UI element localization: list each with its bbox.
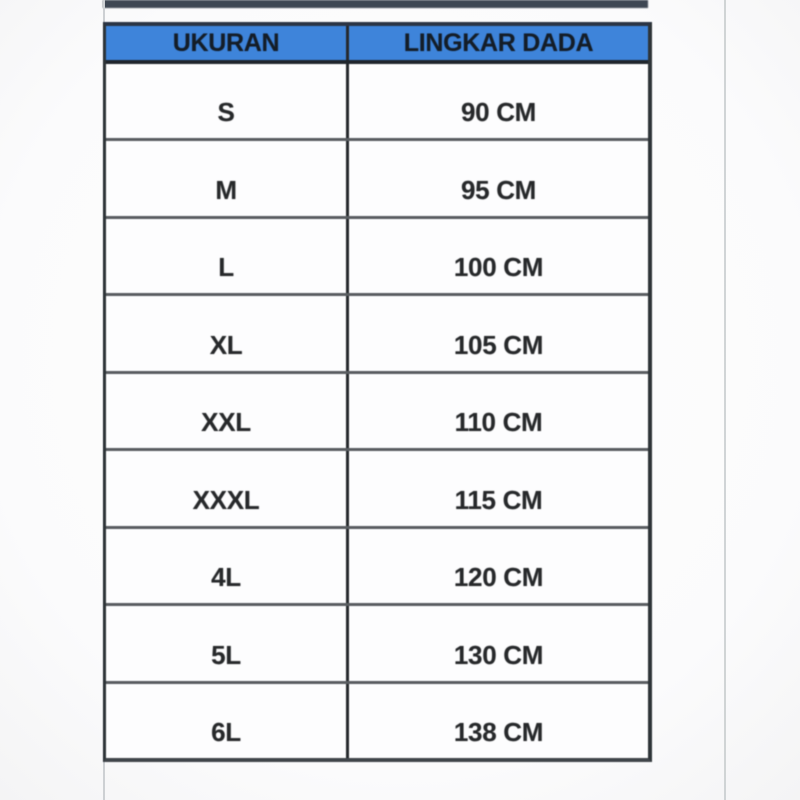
table-row: [106, 448, 648, 525]
cell-size: M: [215, 174, 237, 205]
cropped-row-remnant: [103, 0, 648, 8]
cell-chest: 130 CM: [346, 606, 648, 680]
table-row: [106, 526, 648, 603]
cell-chest: 120 CM: [346, 529, 648, 603]
cell-chest: 90 CM: [346, 64, 648, 138]
cell-chest: 95 CM: [346, 141, 648, 215]
cell-size: 6L: [211, 716, 241, 747]
cell-chest: 138 CM: [346, 684, 648, 758]
cell-size: XL: [209, 329, 243, 360]
cell-chest: 115 CM: [346, 451, 648, 525]
size-table: [103, 22, 652, 762]
table-header-row: [106, 26, 648, 64]
table-row: [106, 216, 648, 293]
table-row: [106, 603, 648, 680]
cell-size: S: [217, 97, 235, 128]
table-row: [106, 64, 648, 138]
cell-size: L: [218, 252, 234, 283]
table-row: [106, 293, 648, 370]
cell-size: XXL: [201, 407, 251, 438]
table-row: [106, 371, 648, 448]
cell-chest: 110 CM: [346, 374, 648, 448]
table-row: [106, 681, 648, 758]
header-cell-chest: LINGKAR DADA: [346, 26, 648, 60]
cell-size: 5L: [211, 639, 241, 670]
table-row: [106, 138, 648, 215]
cell-chest: 100 CM: [346, 219, 648, 293]
header-cell-size: UKURAN: [172, 28, 280, 57]
cell-size: 4L: [211, 562, 241, 593]
page-edge-line: [724, 0, 726, 800]
cell-size: XXXL: [192, 484, 260, 515]
cell-chest: 105 CM: [346, 296, 648, 370]
